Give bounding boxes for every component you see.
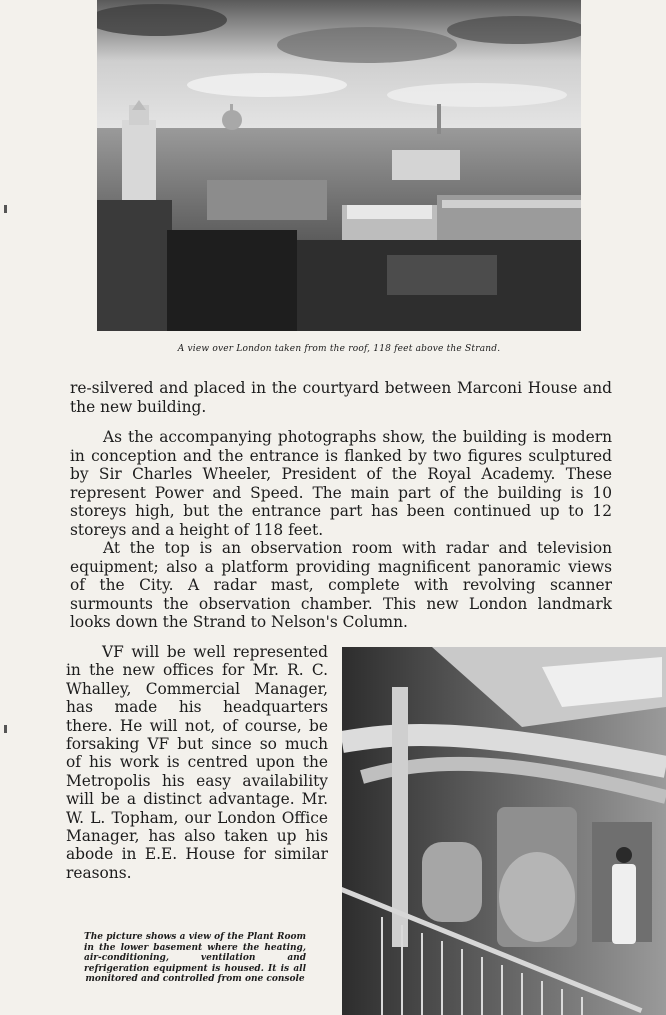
london-rooftop-photo (97, 0, 581, 331)
plant-room-caption: The picture shows a view of the Plant Room in the lower basement where the heating, air-conditioning, ventilation and refrigeration equipment is housed. It is all monitored and controlled from one console (84, 932, 306, 985)
paragraph-4: VF will be well represented in the new offices for Mr. R. C. Whalley, Commercial Manager, has made his headquarters there. He will not, of course, be forsaking VF but since so much of his work is centred upon the Metropolis his easy availability will be a distinct advantage. Mr. W. L. Topham, our London Office Manager, has also taken up his abode in E.E. House for similar reasons. (66, 643, 328, 882)
plant-room-photo (342, 647, 666, 1015)
margin-mark (4, 725, 7, 733)
paragraph-3: At the top is an observation room with radar and television equipment; also a platform providing magnificent panoramic views of the City. A radar mast, complete with revolving scanner surmounts the observation chamber. This new London landmark looks down the Strand to Nelson's Column. (70, 539, 612, 632)
top-photo-caption: A view over London taken from the roof, 118 feet above the Strand. (177, 344, 501, 354)
paragraph-2: As the accompanying photographs show, the building is modern in conception and the entrance is flanked by two figures sculptured by Sir Charles Wheeler, President of the Royal Academy. These represent Power and Speed. The main part of the building is 10 storeys high, but the entrance part has been continued up to 12 storeys and a height of 118 feet. (70, 428, 612, 539)
margin-mark (4, 205, 7, 213)
paragraph-1: re-silvered and placed in the courtyard between Marconi House and the new building. (70, 379, 612, 416)
